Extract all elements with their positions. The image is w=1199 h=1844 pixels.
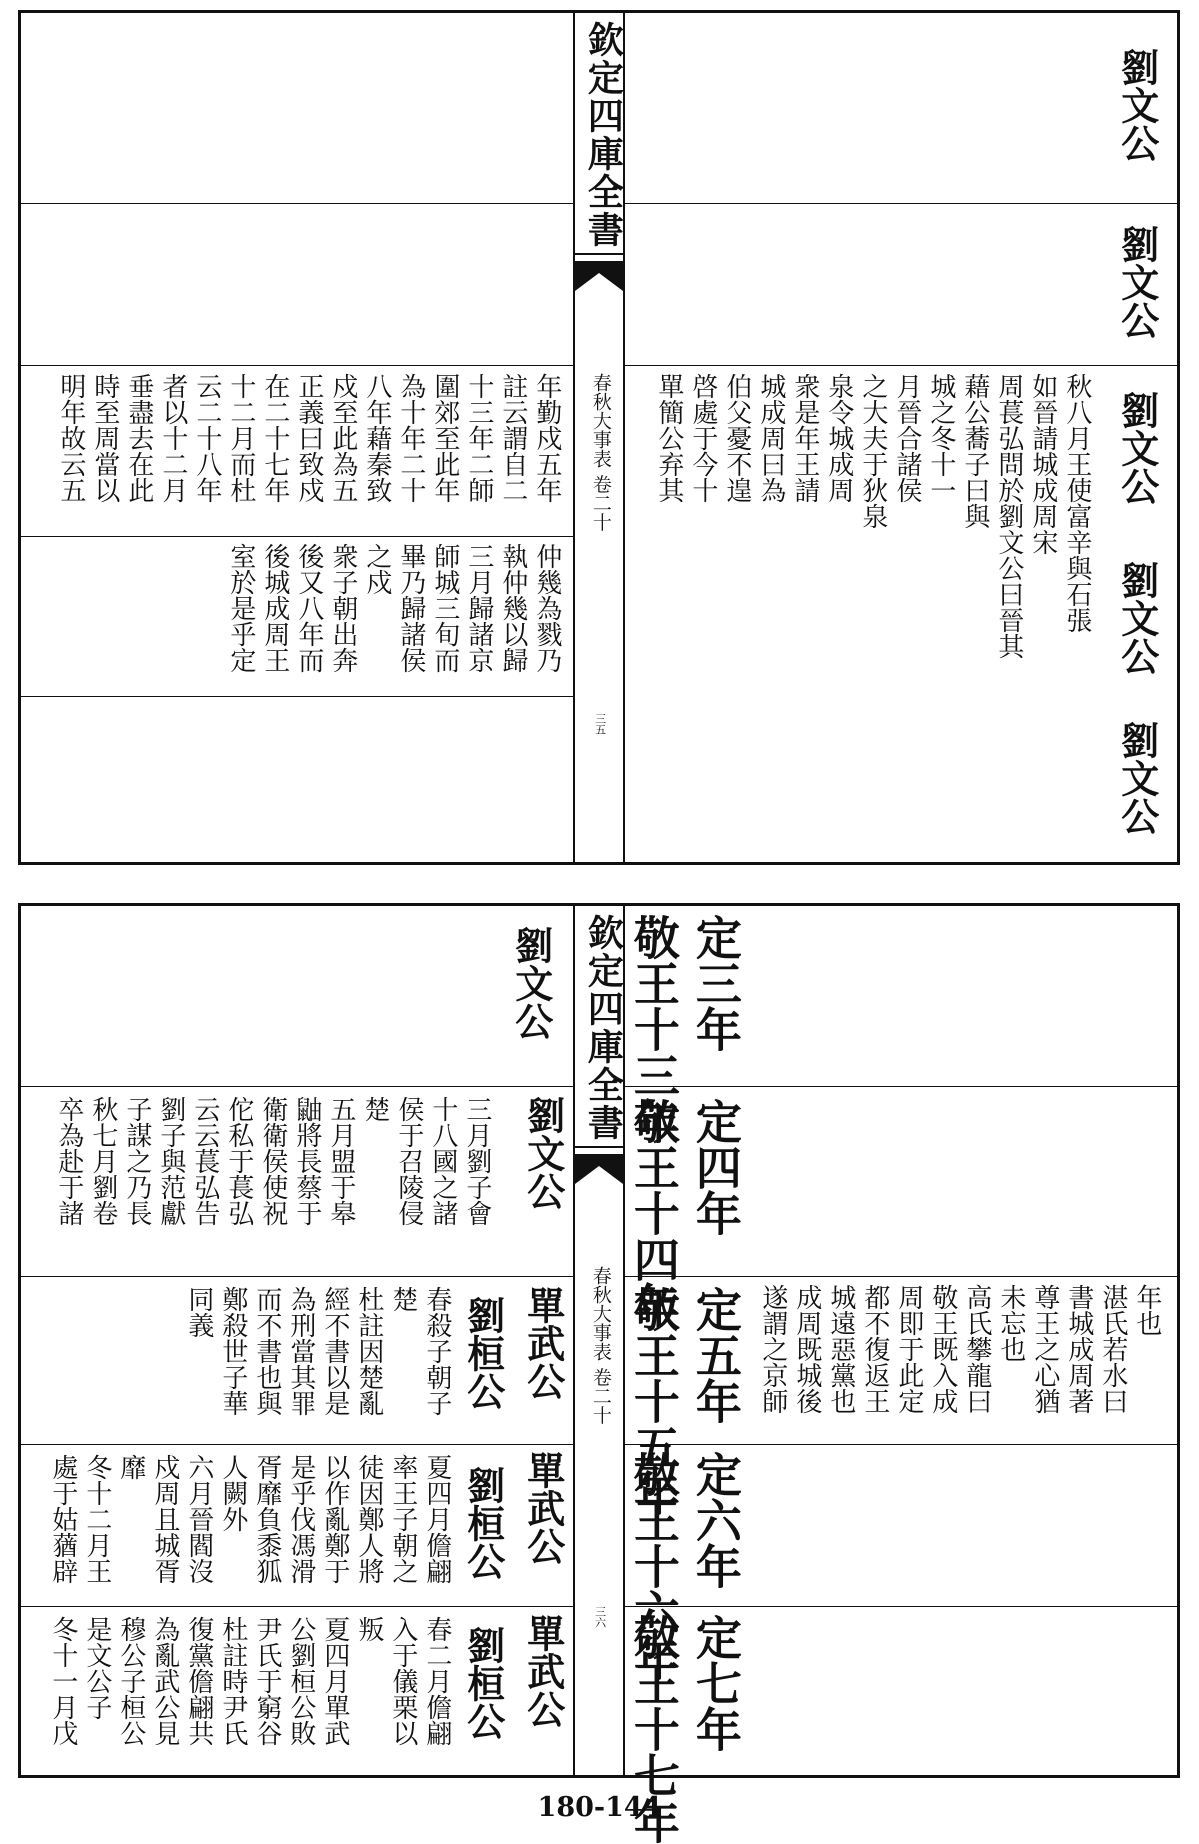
note-col: 未忘也 [995, 1284, 1026, 1362]
note-col: 遂謂之京師 [757, 1284, 788, 1414]
wang-year: 敬王十四年 [626, 1098, 681, 1328]
note-col: 敬王既入成 [927, 1284, 958, 1414]
page-number: 三五 [593, 713, 607, 735]
text-col: 徒因鄭人將 [353, 1454, 384, 1584]
note-col: 年也 [1131, 1284, 1162, 1336]
text-col: 垂盡去在此 [123, 373, 154, 503]
text-col: 十二月而杜 [225, 373, 256, 503]
top-page-panel [18, 10, 1180, 865]
text-col: 時至周當以 [89, 373, 120, 503]
text-col: 處于姑蕕辟 [47, 1454, 78, 1584]
header-shanwugong: 單武公 [520, 1286, 566, 1400]
text-col: 城成周曰為 [755, 373, 786, 503]
text-col: 秋七月劉卷 [87, 1096, 118, 1226]
page-footer-number: 180-144 [537, 1792, 662, 1823]
text-col: 三月歸諸京 [463, 543, 494, 673]
header-shanwugong: 單武公 [520, 1451, 566, 1565]
text-col: 而不書也與 [251, 1286, 282, 1416]
text-col: 正義曰致戍 [293, 373, 324, 503]
text-col: 周萇弘問於劉文公曰晉其 [993, 373, 1024, 659]
spine-title-box [575, 906, 623, 1148]
text-col: 叛 [353, 1616, 384, 1642]
note-col: 周即于此定 [893, 1284, 924, 1414]
text-col: 圍郊至此年 [429, 373, 460, 503]
header-shanwugong: 單武公 [520, 1614, 566, 1728]
text-col: 戍周且城胥 [149, 1454, 180, 1584]
text-col: 劉子與范獻 [155, 1096, 186, 1226]
text-col: 杜註因楚亂 [353, 1286, 384, 1416]
text-col: 之戍 [361, 543, 392, 595]
volume-label: 春秋大事表 卷二十 [589, 1266, 612, 1425]
text-col: 八年藉秦致 [361, 373, 392, 503]
text-col: 單簡公弃其 [653, 373, 684, 503]
text-col: 年勤戍五年 [531, 373, 562, 503]
text-col: 十三年二師 [463, 373, 494, 503]
text-col: 之大夫于狄泉 [857, 373, 888, 529]
text-col: 冬十一月戊 [47, 1616, 78, 1746]
text-col: 十八國之諸 [427, 1096, 458, 1226]
header-liuwengong: 劉文公 [520, 1096, 566, 1210]
text-col: 春殺子朝子 [421, 1286, 452, 1416]
text-col: 入于儀栗以 [387, 1616, 418, 1746]
text-col: 卒為赴于諸 [53, 1096, 84, 1226]
text-col: 是乎伐馮滑 [285, 1454, 316, 1584]
fishtail-mark [575, 261, 623, 291]
text-col: 六月晉閻沒 [183, 1454, 214, 1584]
ding-year: 定六年 [688, 1451, 743, 1589]
book-title: 欽定四庫全書 [582, 914, 625, 1142]
text-col: 率王子朝之 [387, 1454, 418, 1584]
ding-year: 定三年 [688, 914, 743, 1052]
text-col: 秋八月王使富辛與石張 [1061, 373, 1092, 633]
spine-title-box [575, 13, 623, 255]
wang-year: 敬王十五年 [626, 1286, 681, 1516]
text-col: 後又八年而 [293, 543, 324, 673]
text-col: 是文公子 [81, 1616, 112, 1720]
header-liuwengong-5: 劉文公 [1114, 721, 1160, 835]
text-col: 為刑當其罪 [285, 1286, 316, 1416]
text-col: 城之冬十一 [925, 373, 956, 503]
text-col: 如晉請城成周宋 [1027, 373, 1058, 555]
text-col: 藉公蕎子曰與 [959, 373, 990, 529]
text-col: 尹氏于窮谷 [251, 1616, 282, 1746]
text-col: 啓處于今十 [687, 373, 718, 503]
header-liuhuangong: 劉桓公 [460, 1626, 506, 1740]
note-col: 高氏攀龍曰 [961, 1284, 992, 1414]
text-col: 師城三旬而 [429, 543, 460, 673]
text-col: 同義 [183, 1286, 214, 1338]
text-col: 伯父憂不遑 [721, 373, 752, 503]
header-liuwengong-3: 劉文公 [1114, 391, 1160, 505]
note-col: 成周既城後 [791, 1284, 822, 1414]
volume-label: 春秋大事表 卷二十 [589, 373, 612, 532]
text-col: 杜註時尹氏 [217, 1616, 248, 1746]
text-col: 夏四月儋翩 [421, 1454, 452, 1584]
ding-year: 定七年 [688, 1614, 743, 1752]
ding-year: 定五年 [688, 1286, 743, 1424]
note-col: 城遠惡黨也 [825, 1284, 856, 1414]
fishtail-mark [575, 1154, 623, 1184]
text-col: 仲幾為戮乃 [531, 543, 562, 673]
text-col: 公劉桓公敗 [285, 1616, 316, 1746]
text-col: 春二月儋翩 [421, 1616, 452, 1746]
page-number: 三六 [593, 1606, 607, 1628]
ding-year: 定四年 [688, 1098, 743, 1236]
note-col: 湛氏若水曰 [1097, 1284, 1128, 1414]
text-col: 衛衛侯使祝 [257, 1096, 288, 1226]
note-col: 都不復返王 [859, 1284, 890, 1414]
text-col: 夏四月單武 [319, 1616, 350, 1746]
text-col: 以作亂鄭于 [319, 1454, 350, 1584]
text-col: 月晉合諸侯 [891, 373, 922, 503]
text-col: 經不書以是 [319, 1286, 350, 1416]
header-liuhuangong: 劉桓公 [460, 1466, 506, 1580]
text-col: 衆子朝出奔 [327, 543, 358, 673]
center-spine [573, 13, 625, 862]
text-col: 明年故云五 [55, 373, 86, 503]
text-col: 畢乃歸諸侯 [395, 543, 426, 673]
text-col: 為亂武公見 [149, 1616, 180, 1746]
text-col: 子謀之乃長 [121, 1096, 152, 1226]
text-col: 泉令城成周 [823, 373, 854, 503]
header-liuhuangong: 劉桓公 [460, 1296, 506, 1410]
text-col: 室於是乎定 [225, 543, 256, 673]
text-col: 後城成周王 [259, 543, 290, 673]
note-col: 書城成周著 [1063, 1284, 1094, 1414]
text-col: 鼬將長蔡于 [291, 1096, 322, 1226]
text-col: 在二十七年 [259, 373, 290, 503]
text-col: 侯于召陵侵 [393, 1096, 424, 1226]
header-liuwengong-2: 劉文公 [1114, 225, 1160, 339]
text-col: 註云謂自二 [497, 373, 528, 503]
wang-year: 敬王十六年 [626, 1451, 681, 1681]
text-col: 鄭殺世子華 [217, 1286, 248, 1416]
header-liuwengong-1: 劉文公 [1114, 48, 1160, 162]
text-col: 戍至此為五 [327, 373, 358, 503]
text-col: 人闕外 [217, 1454, 248, 1532]
text-col: 三月劉子會 [461, 1096, 492, 1226]
text-col: 云云萇弘告 [189, 1096, 220, 1226]
text-col: 佗私于萇弘 [223, 1096, 254, 1226]
text-col: 冬十二月王 [81, 1454, 112, 1584]
text-col: 復黨儋翩共 [183, 1616, 214, 1746]
text-col: 胥靡負黍狐 [251, 1454, 282, 1584]
wang-year: 敬王十七年 [626, 1614, 681, 1844]
text-col: 云二十八年 [191, 373, 222, 503]
text-col: 楚 [359, 1096, 390, 1122]
note-col: 尊王之心猶 [1029, 1284, 1060, 1414]
text-col: 衆是年王請 [789, 373, 820, 503]
text-col: 者以十二月 [157, 373, 188, 503]
text-col: 楚 [387, 1286, 418, 1312]
text-col: 為十年二十 [395, 373, 426, 503]
header-liuwengong: 劉文公 [508, 926, 554, 1040]
text-col: 五月盟于皋 [325, 1096, 356, 1226]
text-col: 執仲幾以歸 [497, 543, 528, 673]
header-liuwengong-4: 劉文公 [1114, 561, 1160, 675]
text-col: 靡 [115, 1454, 146, 1480]
book-title: 欽定四庫全書 [582, 21, 625, 249]
wang-year: 敬王十三年 [626, 914, 681, 1144]
center-spine [573, 906, 625, 1775]
text-col: 穆公子桓公 [115, 1616, 146, 1746]
